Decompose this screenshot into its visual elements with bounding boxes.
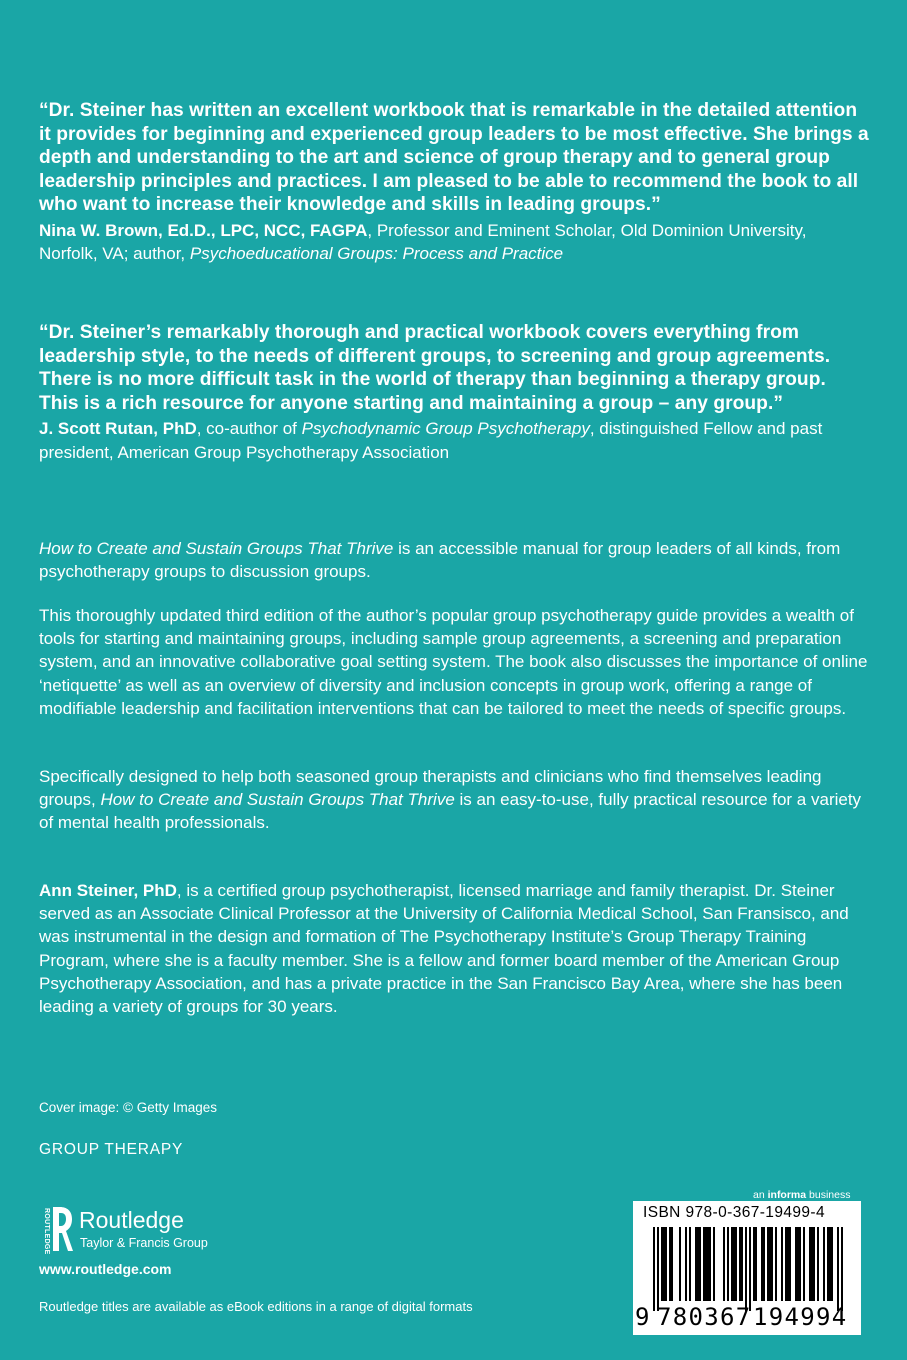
description-paragraph-3-after: is an easy-to-use, fully practical resource for a variety of mental health professionals. [39,790,862,833]
barcode-bar [811,1227,813,1301]
barcode-bar [727,1227,729,1301]
barcode-bar [695,1227,697,1301]
barcode-bar [775,1227,777,1301]
endorsement-2-work: Psychodynamic Group Psychotherapy [301,419,590,439]
barcode-bar [733,1227,735,1301]
barcode-bar [837,1227,839,1311]
barcode-bar [671,1227,673,1301]
barcode-bar [713,1227,715,1301]
endorsement-1-affiliation: , Professor and Eminent Scholar, Old Dominion University, Norfolk, VA; author, [39,220,807,264]
author-bio [39,879,869,1018]
barcode-bar [705,1227,707,1301]
barcode-bar [803,1227,805,1301]
publisher-website: www.routledge.com [39,1261,172,1277]
barcode-bar [745,1227,747,1311]
barcode-bar [809,1227,811,1301]
routledge-logo [38,1205,238,1257]
barcode-bar [827,1227,829,1301]
endorsement-2-quote: “Dr. Steiner’s remarkably thorough and practical workbook covers everything from leadership style, to the needs of different groups, to screening and group agreements. There is no more difficult task in the world of therapy than beginning a therapy group. This is a rich resource for anyone starting and maintaining a group – any group.” [39,322,831,414]
barcode-bar [795,1227,797,1301]
endorsement-2 [39,321,869,464]
barcode-first-digit: 9 [635,1303,650,1331]
subject-category: GROUP THERAPY [39,1141,184,1158]
description-paragraph-3 [39,765,869,835]
publisher-name: Routledge [79,1207,184,1233]
endorsement-1 [39,99,869,266]
informa-brand: informa [767,1189,807,1201]
barcode-bar [665,1227,667,1301]
cover-credit: Cover image: © Getty Images [39,1100,218,1115]
barcode-bar [763,1227,765,1301]
barcode-bar [823,1227,825,1301]
author-name: Ann Steiner, PhD [39,881,177,900]
endorsement-1-work: Psychoeducational Groups: Process and Practice [189,244,564,264]
barcode-bar [723,1227,725,1301]
barcode-bar [797,1227,799,1301]
barcode-bar [663,1227,665,1301]
barcode-left-digits: 780367 [657,1303,752,1331]
barcode-bar [709,1227,711,1301]
barcode-bar [767,1227,769,1301]
publisher-group: Taylor & Francis Group [80,1236,208,1250]
endorsement-2-author: J. Scott Rutan, PhD [39,419,197,439]
isbn-barcode-panel [633,1201,861,1335]
barcode-bar [771,1227,773,1301]
barcode-bar [817,1227,819,1301]
barcode-bar [753,1227,755,1301]
description-paragraph-2: This thoroughly updated third edition of the author’s popular group psychotherapy guide provides a wealth of tools for starting and maintaining groups, including sample group agreements, a screening and preparation system, and an innovative collaborative goal setting system. The book also discusses the importance of online ‘netiquette’ as well as an overview of diversity and inclusion concepts in group work, offering a range of modifiable leadership and facilitation interventions that can be tailored to meet the needs of specific groups. [39,606,868,718]
routledge-side-text: ROUTLEDGE [43,1208,50,1255]
barcode-bar [769,1227,771,1301]
endorsement-2-affiliation: , co-author of [196,419,302,439]
description-paragraph-1 [39,537,869,583]
barcode-bar [653,1227,655,1311]
barcode-bar [785,1227,787,1301]
barcode-bar [755,1227,757,1301]
barcode-bar [813,1227,815,1301]
barcode-bar [789,1227,791,1301]
barcode-bar [703,1227,705,1301]
barcode-digits [633,1301,861,1335]
barcode-bar [731,1227,733,1301]
barcode-bar [685,1227,687,1301]
informa-business-label [753,1189,850,1201]
barcode-bar [741,1227,743,1301]
barcode-bar [739,1227,741,1301]
barcode-bar [707,1227,709,1301]
author-bio-text: , is a certified group psychotherapist, licensed marriage and family therapist. Dr. Steiner served as an Associate Clinical Professor at the University of California Medical School, San Fransisco, and was instrumental in the design and formation of The Psychotherapy Institute’s Group Therapy Training Program, where she is a faculty member. She is a fellow and former board member of the American Group Psychotherapy Association, and has a private practice in the San Francisco Bay Area, where she has been leading a variety of groups for 30 years. [39,881,849,1017]
barcode-bar [697,1227,699,1301]
book-title: How to Create and Sustain Groups That Thrive [39,539,394,558]
endorsement-1-author: Nina W. Brown, Ed.D., LPC, NCC, FAGPA [39,220,368,240]
barcode-bar [787,1227,789,1301]
routledge-r-icon [51,1205,73,1253]
barcode-bar [829,1227,831,1301]
isbn-label: ISBN 978-0-367-19499-4 [643,1204,825,1221]
ebook-note: Routledge titles are available as eBook editions in a range of digital formats [39,1299,473,1314]
informa-prefix: an [753,1189,768,1201]
barcode-bar [749,1227,751,1311]
description-paragraph-3-before: Specifically designed to help both seasoned group therapists and clinicians who find themselves leading groups, [39,767,822,810]
endorsement-2-attribution [39,417,869,464]
description-paragraph-1-text: is an accessible manual for group leaders of all kinds, from psychotherapy groups to discussion groups. [39,539,841,582]
barcode-bar [661,1227,663,1301]
barcode-bar [831,1227,833,1301]
barcode-bar [657,1227,659,1311]
barcode-bar [841,1227,843,1311]
book-title-repeat: How to Create and Sustain Groups That Thrive [100,790,455,810]
barcode-bar [669,1227,671,1301]
barcode-bar [799,1227,801,1301]
endorsement-1-quote: “Dr. Steiner has written an excellent workbook that is remarkable in the detailed attention it provides for beginning and experienced group leaders to be most effective. She brings a depth and understanding to the art and science of group therapy and to general group leadership principles and practices. I am pleased to be able to recommend the book to all who want to increase their knowledge and skills in leading groups.” [39,100,869,216]
barcode-right-digits: 194994 [753,1303,848,1331]
barcode-bar [679,1227,681,1301]
endorsement-2-after: , distinguished Fellow and past president, American Group Psychotherapy Association [39,419,823,462]
barcode-bar [735,1227,737,1301]
informa-suffix: business [806,1189,851,1201]
barcode-bar [689,1227,691,1301]
endorsement-1-attribution [39,219,869,266]
barcode-bar [761,1227,763,1301]
barcode-bar [781,1227,783,1301]
barcode-bar [699,1227,701,1301]
